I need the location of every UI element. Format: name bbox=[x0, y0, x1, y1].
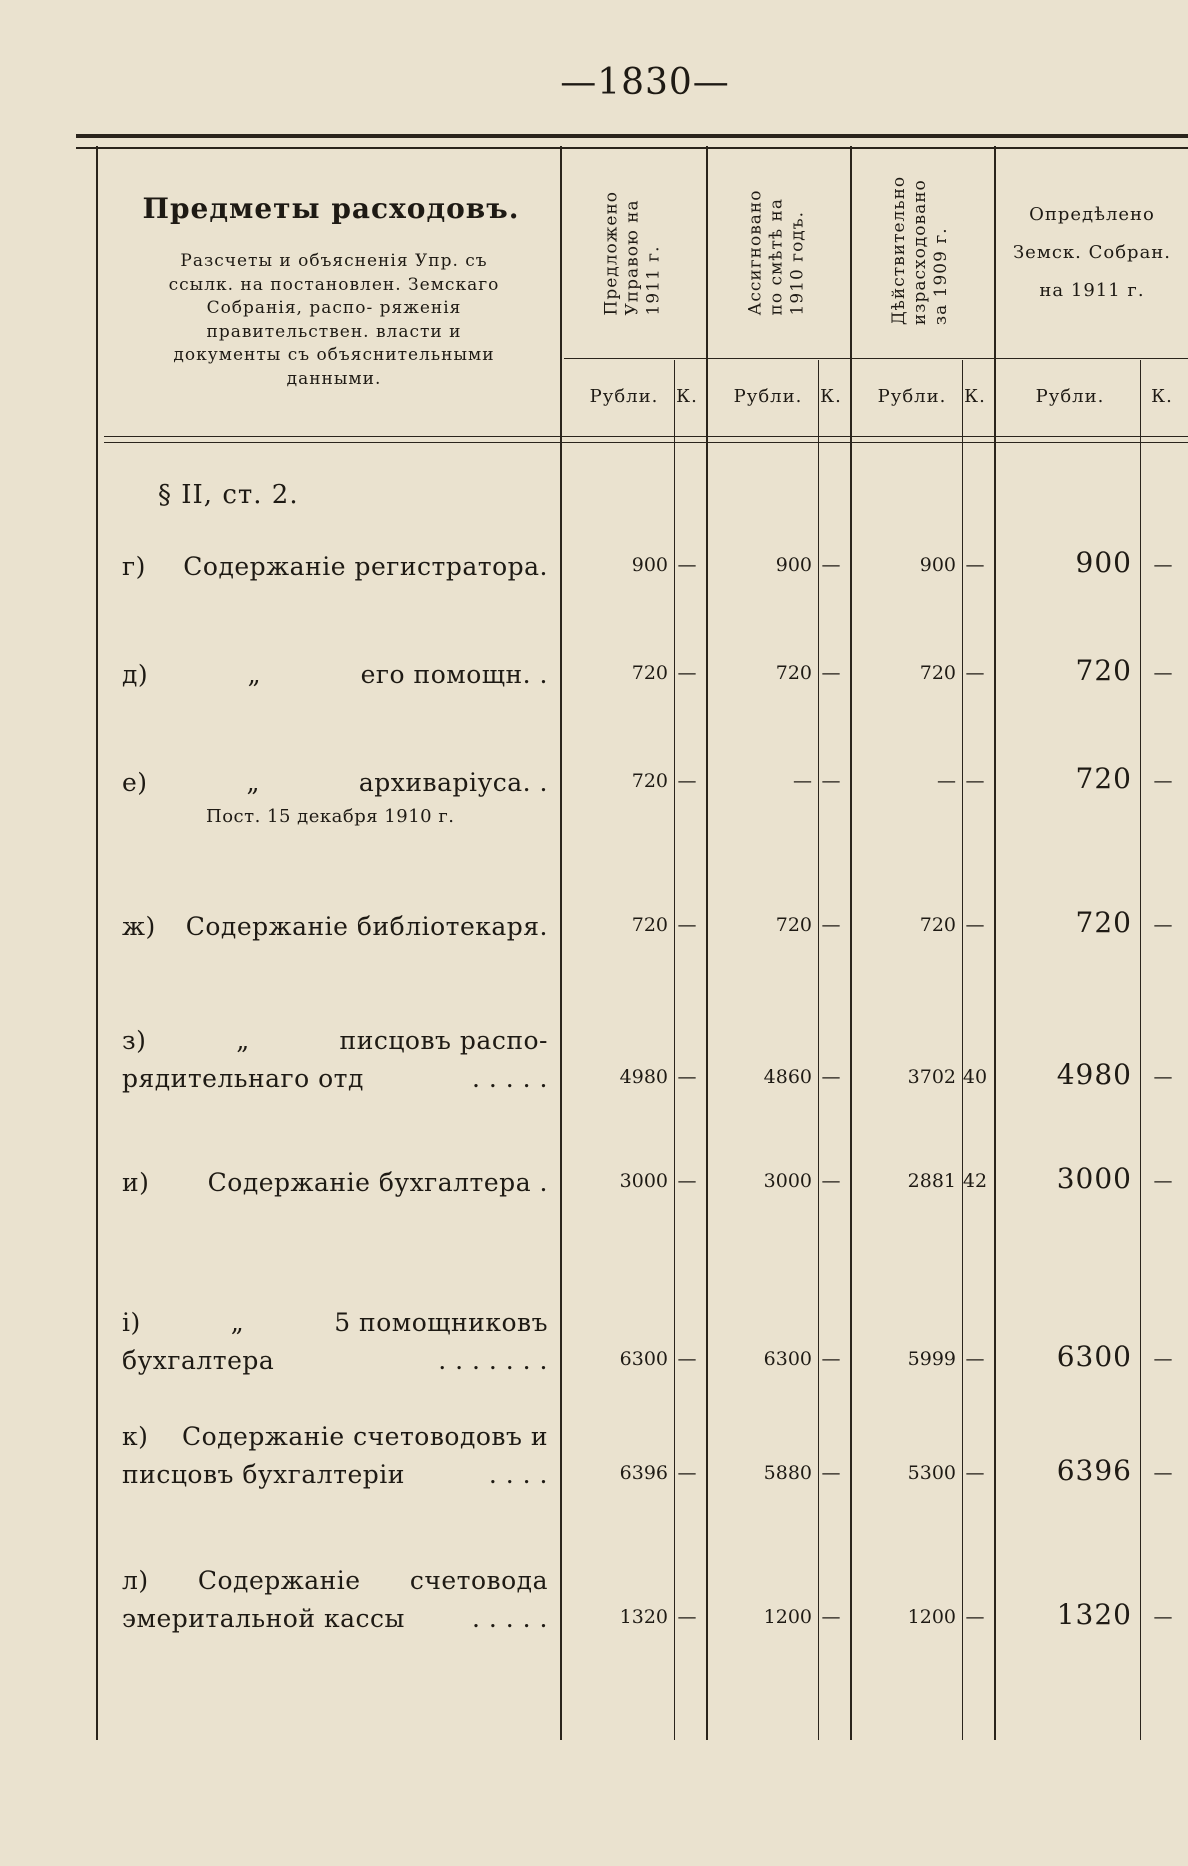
description-column-title: Предметы расходовъ. bbox=[142, 192, 520, 225]
assigned-rubles: 5880 bbox=[763, 1462, 812, 1484]
unit-rubles: Рубли. bbox=[1035, 386, 1105, 407]
unit-rubles: Рубли. bbox=[877, 386, 947, 407]
spent-kopecks: — bbox=[965, 914, 985, 936]
header-proposed bbox=[568, 150, 698, 350]
assigned-rubles: 720 bbox=[775, 914, 812, 936]
item-text: е) bbox=[122, 768, 148, 797]
determined-kopecks: — bbox=[1153, 1066, 1173, 1088]
proposed-rubles: 4980 bbox=[619, 1066, 668, 1088]
item-text: . . . . . . . bbox=[438, 1346, 548, 1375]
item-text: д) bbox=[122, 660, 149, 689]
item-line bbox=[122, 1418, 548, 1456]
item-text: писцовъ бухгалтеріи bbox=[122, 1460, 405, 1489]
proposed-rubles: 6396 bbox=[619, 1462, 668, 1484]
item-text: бухгалтера bbox=[122, 1346, 275, 1375]
header-rule bbox=[104, 442, 1188, 443]
proposed-kopecks: — bbox=[677, 770, 697, 792]
resolution-note: Пост. 15 декабря 1910 г. bbox=[206, 806, 455, 827]
expense-item bbox=[122, 1164, 548, 1202]
item-text: счетовода bbox=[409, 1566, 548, 1595]
spent-rubles: — bbox=[937, 770, 956, 792]
determined-kopecks: — bbox=[1153, 1606, 1173, 1628]
expense-item bbox=[122, 1562, 548, 1638]
proposed-rubles: 720 bbox=[631, 770, 668, 792]
assigned-kopecks: — bbox=[821, 554, 841, 576]
spent-kopecks: — bbox=[965, 1606, 985, 1628]
assigned-rubles: — bbox=[793, 770, 812, 792]
item-text: г) bbox=[122, 552, 146, 581]
proposed-kopecks: — bbox=[677, 1606, 697, 1628]
determined-rubles: 3000 bbox=[1056, 1162, 1132, 1195]
determined-rubles: 6396 bbox=[1056, 1454, 1132, 1487]
spent-rubles: 2881 bbox=[907, 1170, 956, 1192]
assigned-kopecks: — bbox=[821, 770, 841, 792]
item-text: „ bbox=[247, 660, 262, 689]
proposed-rubles: 720 bbox=[631, 914, 668, 936]
item-line bbox=[122, 1060, 548, 1098]
spent-rubles: 900 bbox=[919, 554, 956, 576]
assigned-rubles: 4860 bbox=[763, 1066, 812, 1088]
table-left-border bbox=[96, 146, 98, 1740]
assigned-kopecks: — bbox=[821, 1170, 841, 1192]
unit-rubles: Рубли. bbox=[733, 386, 803, 407]
item-text: эмеритальной кассы bbox=[122, 1604, 405, 1633]
spent-rubles: 720 bbox=[919, 914, 956, 936]
item-line bbox=[122, 1562, 548, 1600]
determined-kopecks: — bbox=[1153, 662, 1173, 684]
unit-kopecks: К. bbox=[1151, 386, 1173, 407]
column-divider bbox=[560, 146, 562, 1740]
item-text: Содержаніе bbox=[197, 1566, 361, 1595]
item-line bbox=[122, 1164, 548, 1202]
assigned-rubles: 6300 bbox=[763, 1348, 812, 1370]
expense-item bbox=[122, 1418, 548, 1494]
spent-kopecks: — bbox=[965, 662, 985, 684]
spent-kopecks: 40 bbox=[962, 1066, 988, 1088]
header-assigned bbox=[712, 150, 842, 350]
unit-kopecks: К. bbox=[676, 386, 698, 407]
assigned-kopecks: — bbox=[821, 1606, 841, 1628]
header-subrule bbox=[564, 358, 1188, 359]
kopeck-divider bbox=[1140, 360, 1141, 1740]
header-spent bbox=[856, 150, 986, 350]
item-line bbox=[122, 1342, 548, 1380]
spent-rubles: 5300 bbox=[907, 1462, 956, 1484]
proposed-rubles: 3000 bbox=[619, 1170, 668, 1192]
item-line bbox=[122, 764, 548, 802]
item-text: ж) bbox=[122, 912, 156, 941]
spent-kopecks: — bbox=[965, 770, 985, 792]
determined-kopecks: — bbox=[1153, 1170, 1173, 1192]
header-rule bbox=[104, 436, 1188, 437]
spent-kopecks: — bbox=[965, 1462, 985, 1484]
unit-kopecks: К. bbox=[820, 386, 842, 407]
determined-rubles: 900 bbox=[1075, 546, 1132, 579]
item-line bbox=[122, 656, 548, 694]
item-text: „ bbox=[236, 1026, 250, 1055]
determined-rubles: 720 bbox=[1075, 654, 1132, 687]
item-text: 5 помощниковъ bbox=[334, 1308, 548, 1337]
item-text: его помощн. . bbox=[360, 660, 548, 689]
item-line bbox=[122, 1022, 548, 1060]
column-divider bbox=[994, 146, 996, 1740]
item-text: Содержаніе регистратора. bbox=[183, 552, 548, 581]
expense-item bbox=[122, 764, 548, 832]
determined-kopecks: — bbox=[1153, 1462, 1173, 1484]
determined-rubles: 1320 bbox=[1056, 1598, 1132, 1631]
determined-kopecks: — bbox=[1153, 554, 1173, 576]
item-text: . . . . . bbox=[471, 1604, 548, 1633]
item-text: и) bbox=[122, 1168, 150, 1197]
proposed-kopecks: — bbox=[677, 1066, 697, 1088]
assigned-kopecks: — bbox=[821, 1066, 841, 1088]
unit-rubles: Рубли. bbox=[589, 386, 659, 407]
expense-item bbox=[122, 908, 548, 946]
item-text: л) bbox=[122, 1566, 149, 1595]
expense-item bbox=[122, 1304, 548, 1380]
column-divider bbox=[706, 146, 708, 1740]
proposed-kopecks: — bbox=[677, 554, 697, 576]
expense-item bbox=[122, 1022, 548, 1098]
proposed-kopecks: — bbox=[677, 662, 697, 684]
spent-kopecks: — bbox=[965, 554, 985, 576]
spent-rubles: 3702 bbox=[907, 1066, 956, 1088]
determined-kopecks: — bbox=[1153, 1348, 1173, 1370]
item-text: з) bbox=[122, 1026, 147, 1055]
assigned-rubles: 720 bbox=[775, 662, 812, 684]
spent-rubles: 1200 bbox=[907, 1606, 956, 1628]
page-number: —1830— bbox=[560, 62, 730, 103]
section-heading: § II, ст. 2. bbox=[158, 480, 299, 510]
determined-kopecks: — bbox=[1153, 914, 1173, 936]
assigned-kopecks: — bbox=[821, 662, 841, 684]
column-divider bbox=[850, 146, 852, 1740]
top-rule bbox=[76, 134, 1188, 149]
item-text: Содержаніе библіотекаря. bbox=[185, 912, 548, 941]
assigned-kopecks: — bbox=[821, 1462, 841, 1484]
item-line bbox=[122, 1304, 548, 1342]
item-text: . . . . bbox=[488, 1460, 548, 1489]
header-determined-label: Опредѣлено Земск. Собран. на 1911 г. bbox=[1012, 204, 1172, 301]
header-spent-label: Дѣйствительно израсходовано за 1909 г. bbox=[889, 175, 952, 325]
unit-kopecks: К. bbox=[964, 386, 986, 407]
spent-rubles: 720 bbox=[919, 662, 956, 684]
item-text: к) bbox=[122, 1422, 149, 1451]
expense-item bbox=[122, 656, 548, 694]
determined-rubles: 6300 bbox=[1056, 1340, 1132, 1373]
assigned-rubles: 1200 bbox=[763, 1606, 812, 1628]
proposed-kopecks: — bbox=[677, 1170, 697, 1192]
header-proposed-label: Предложено Управою на 1911 г. bbox=[601, 190, 664, 315]
item-line bbox=[122, 548, 548, 586]
proposed-kopecks: — bbox=[677, 1462, 697, 1484]
item-line bbox=[122, 908, 548, 946]
proposed-kopecks: — bbox=[677, 1348, 697, 1370]
item-text: Содержаніе счетоводовъ и bbox=[181, 1422, 548, 1451]
item-text: . . . . . bbox=[471, 1064, 548, 1093]
determined-rubles: 720 bbox=[1075, 906, 1132, 939]
spent-kopecks: — bbox=[965, 1348, 985, 1370]
proposed-kopecks: — bbox=[677, 914, 697, 936]
item-text: рядительнаго отд bbox=[122, 1064, 364, 1093]
determined-kopecks: — bbox=[1153, 770, 1173, 792]
item-text: писцовъ распо- bbox=[339, 1026, 548, 1055]
proposed-rubles: 900 bbox=[631, 554, 668, 576]
determined-rubles: 4980 bbox=[1056, 1058, 1132, 1091]
item-text: „ bbox=[230, 1308, 245, 1337]
proposed-rubles: 1320 bbox=[619, 1606, 668, 1628]
item-line bbox=[122, 1456, 548, 1494]
item-text: Содержаніе бухгалтера . bbox=[207, 1168, 548, 1197]
header-assigned-label: Ассигновано по смѣтѣ на 1910 годъ. bbox=[745, 189, 808, 315]
item-text: „ bbox=[246, 768, 260, 797]
assigned-rubles: 3000 bbox=[763, 1170, 812, 1192]
assigned-rubles: 900 bbox=[775, 554, 812, 576]
determined-rubles: 720 bbox=[1075, 762, 1132, 795]
assigned-kopecks: — bbox=[821, 914, 841, 936]
expense-item bbox=[122, 548, 548, 586]
assigned-kopecks: — bbox=[821, 1348, 841, 1370]
proposed-rubles: 6300 bbox=[619, 1348, 668, 1370]
proposed-rubles: 720 bbox=[631, 662, 668, 684]
spent-kopecks: 42 bbox=[962, 1170, 988, 1192]
description-column-subtitle: Разсчеты и объясненія Упр. съ ссылк. на постановлен. Земскаго Собранія, распо- ряженія правительствен. власти и документы съ объяснительными данными. bbox=[168, 251, 500, 389]
item-text: архиваріуса. . bbox=[358, 768, 548, 797]
item-text: і) bbox=[122, 1308, 141, 1337]
item-line bbox=[122, 1600, 548, 1638]
spent-rubles: 5999 bbox=[907, 1348, 956, 1370]
